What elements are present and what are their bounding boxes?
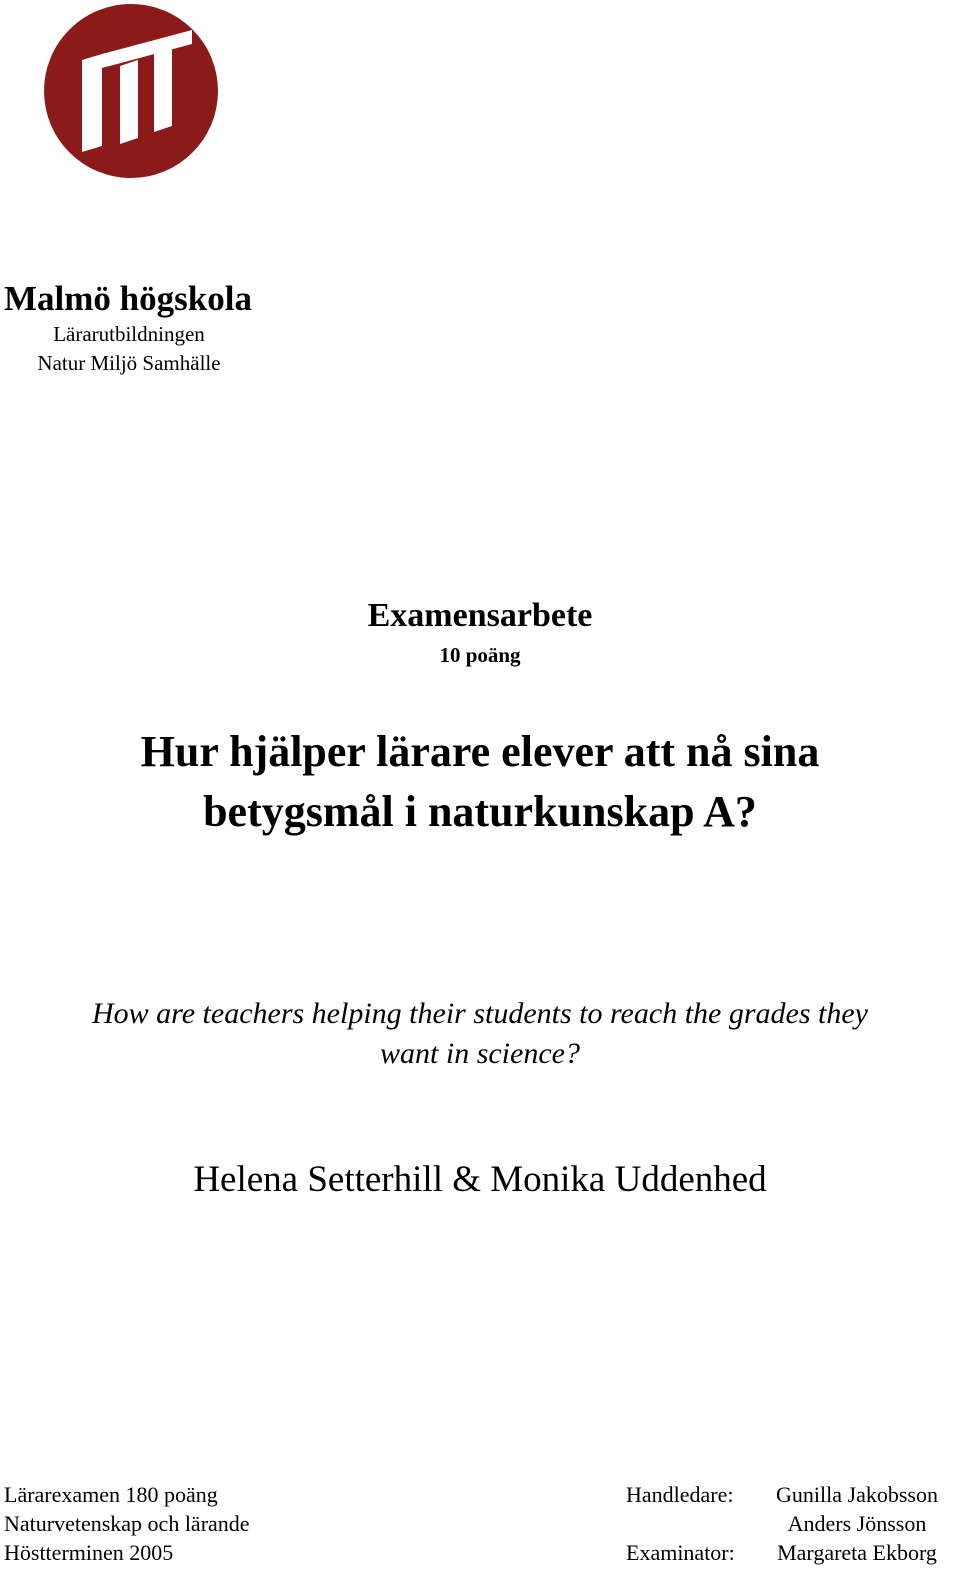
university-logo (42, 2, 220, 180)
thesis-title (0, 722, 960, 842)
thesis-title-line1: Hur hjälper lärare elever att nå sina (140, 727, 820, 776)
examiner-row (626, 1538, 952, 1567)
english-title-line2: want in science? (380, 1037, 580, 1070)
footer-supervisors (626, 1480, 952, 1567)
institution-name: Malmö högskola (4, 279, 252, 318)
english-title-line1: How are teachers helping their students to reach the grades they (92, 997, 868, 1030)
person-name: Anders Jönsson (787, 1511, 927, 1536)
degree-line: Lärarexamen 180 poäng (4, 1482, 218, 1507)
role-label: Handledare: (626, 1482, 734, 1507)
thesis-title-line2: betygsmål i naturkunskap A? (203, 787, 757, 836)
role-label: Examinator: (626, 1540, 735, 1565)
authors: Helena Setterhill & Monika Uddenhed (193, 1159, 767, 1200)
thesis-points: 10 poäng (439, 643, 521, 667)
term-line: Höstterminen 2005 (4, 1540, 174, 1565)
institution-block (4, 278, 254, 378)
supervisor-row (626, 1480, 952, 1509)
person-name: Gunilla Jakobsson (776, 1482, 938, 1507)
thesis-type: Examensarbete (367, 597, 593, 634)
subject-line: Naturvetenskap och lärande (4, 1511, 250, 1536)
department-name: Lärarutbildningen (53, 322, 205, 346)
footer-degree-info (4, 1480, 250, 1567)
program-name: Natur Miljö Samhälle (37, 351, 221, 375)
role-label (626, 1509, 762, 1538)
person-name: Margareta Ekborg (777, 1540, 937, 1565)
supervisor-row (626, 1509, 952, 1538)
english-title (0, 994, 960, 1074)
